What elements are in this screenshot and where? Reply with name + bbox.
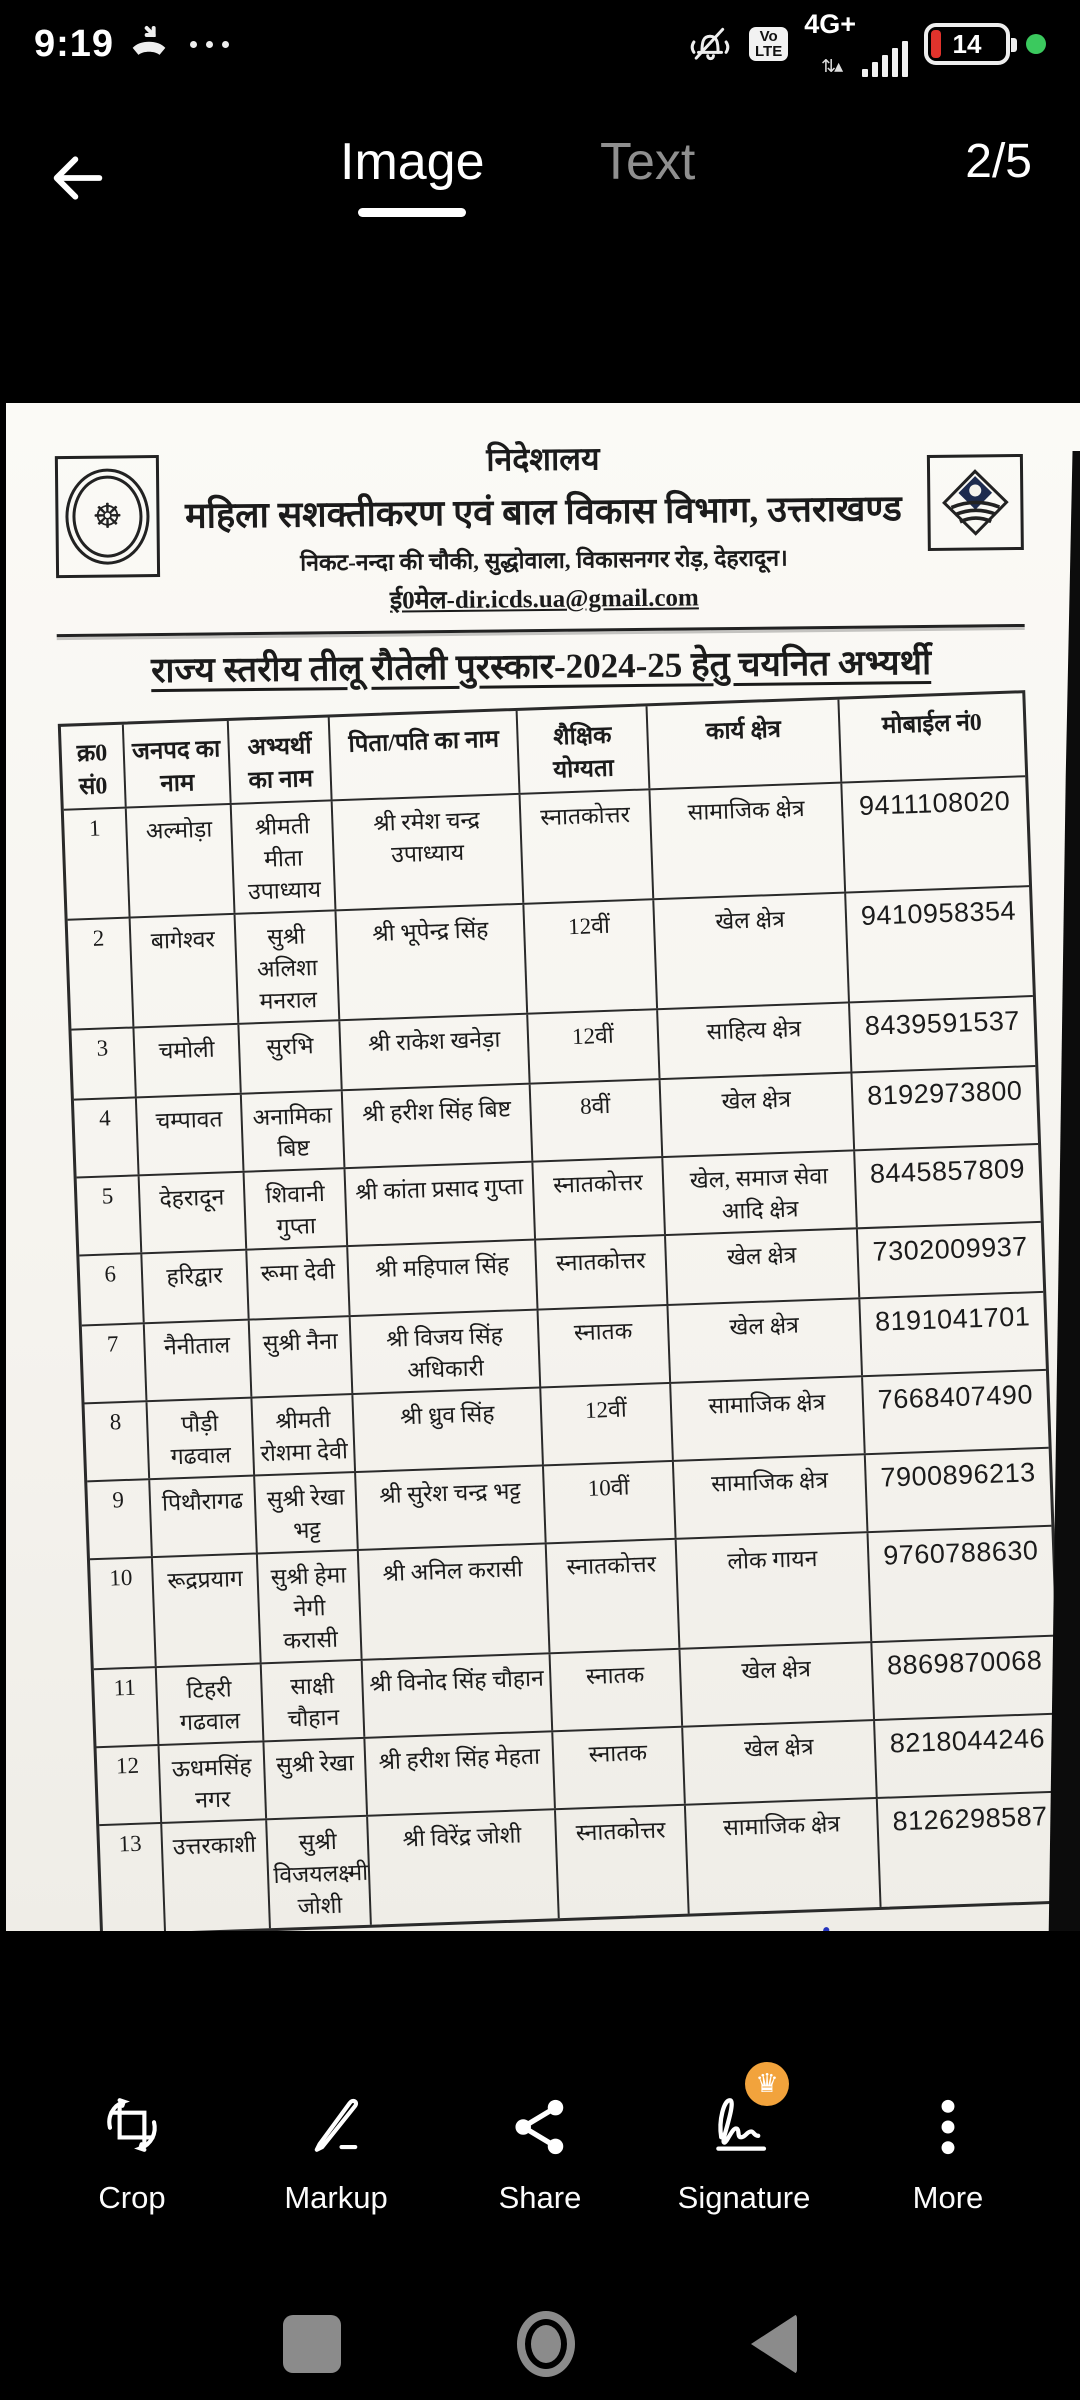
table-cell: खेल, समाज सेवा आदि क्षेत्र [663,1151,858,1234]
table-cell: सुश्री विजयलक्ष्मी जोशी [267,1817,372,1928]
table-cell: पिथौरागढ [150,1476,258,1556]
page-indicator: 2/5 [965,135,1032,188]
tool-label: Crop [98,2180,166,2215]
tool-label: Signature [677,2180,811,2215]
tab-text-label: Text [600,133,696,191]
share-nodes-icon [509,2086,571,2158]
tab-text[interactable] [600,132,695,192]
table-cell: 9410958354 [860,895,1017,932]
table-cell: श्रीमती रोशमा देवी [253,1395,357,1474]
document-image[interactable] [6,403,1080,1931]
table-cell: नैनीताल [144,1321,252,1401]
battery-percent: 14 [952,28,982,59]
tool-label: More [912,2180,984,2215]
table-cell: 6 [79,1254,144,1324]
tab-image[interactable] [340,132,485,217]
markup-button[interactable] [251,2086,421,2216]
table-cell: श्री विजय सिंह अधिकारी [351,1311,541,1394]
table-cell: लोक गायन [676,1533,872,1648]
address-line: निकट-नन्दा की चौकी, सुद्धोवाला, विकासनगर रोड़, देहरादून। [300,545,788,576]
android-nav-bar [0,2288,1080,2400]
table-cell: देहरादून [139,1173,247,1253]
premium-crown-badge: ♛ [745,2062,789,2106]
column-header: अभ्यर्थी का नाम [229,717,333,802]
table-cell: रूमा देवी [248,1247,351,1318]
table-cell: 8439591537 [864,1005,1021,1041]
battery-level-fill [931,30,941,58]
active-tab-underline [358,208,466,217]
table-cell: श्री ध्रुव सिंह [354,1388,544,1471]
table-cell: श्रीमती मीता उपाध्याय [232,801,337,912]
table-cell: चमोली [134,1025,242,1097]
share-button[interactable] [455,2086,625,2216]
table-cell: 7900896213 [880,1457,1037,1493]
table-cell: सामाजिक क्षेत्र [671,1377,866,1460]
back-nav-button[interactable] [751,2314,797,2374]
table-cell: 11 [94,1668,159,1746]
crop-button[interactable] [47,2086,217,2216]
table-cell: सुश्री नैना [250,1317,354,1396]
table-cell: 1 [64,809,130,919]
table-cell: खेल क्षेत्र [683,1721,878,1804]
org-title: निदेशालय [486,440,600,478]
column-header: कार्य क्षेत्र [647,700,842,789]
document-letterhead [55,432,1025,620]
table-cell: सुश्री रेखा [265,1739,369,1818]
column-header: जनपद का नाम [123,721,232,807]
network-type-label: 4G+ [804,9,856,39]
signature-icon [707,2069,781,2158]
tool-label: Share [498,2180,582,2215]
table-cell: 9411108020 [858,785,1011,822]
more-button[interactable] [863,2086,1033,2216]
table-cell: 12वीं [541,1384,673,1464]
privacy-indicator-dot [1026,34,1046,54]
table-cell: 8 [85,1402,150,1480]
battery-nub [1011,38,1017,52]
table-cell: बागेश्वर [130,915,240,1027]
table-cell: साहित्य क्षेत्र [658,1003,853,1078]
table-cell: 12वीं [528,1010,660,1082]
govt-seal-icon: ☸ [55,455,160,578]
table-cell: 8192973800 [866,1075,1023,1111]
table-cell: 8191041701 [874,1301,1031,1337]
status-left [34,21,229,68]
column-header: शैक्षिक योग्यता [518,706,651,792]
recents-button[interactable] [283,2315,341,2373]
table-cell: 10वीं [544,1462,676,1542]
table-cell: खेल क्षेत्र [660,1073,855,1156]
table-cell: 2 [68,919,134,1029]
table-cell: 12 [97,1746,162,1824]
table-cell: खेल क्षेत्र [654,894,850,1009]
status-bar [0,9,1080,76]
state-emblem-icon [927,454,1024,551]
table-cell: स्नातकोत्तर [556,1806,690,1918]
table-cell: 3 [71,1028,136,1098]
table-cell: सुरभि [240,1021,343,1092]
table-cell: स्नातकोत्तर [533,1158,665,1238]
table-cell: 8218044246 [889,1723,1046,1759]
table-cell: श्री हरीश सिंह बिष्ट [343,1085,533,1168]
table-cell: स्नातकोत्तर [536,1236,668,1308]
table-cell: खेल क्षेत्र [666,1229,861,1304]
table-cell: 7302009937 [872,1231,1029,1267]
bottom-toolbar [0,2069,1080,2256]
clock: 9:19 [34,22,115,65]
table-cell: 9 [87,1480,152,1558]
table-cell: श्री रमेश चन्द्र उपाध्याय [333,795,524,909]
table-cell: उत्तरकाशी [162,1820,272,1931]
table-cell: सामाजिक क्षेत्र [686,1799,882,1914]
table-cell: 9760788630 [882,1535,1039,1571]
table-cell: 8869870068 [886,1645,1043,1681]
tab-image-label: Image [340,133,485,191]
table-cell: ऊधमसिंह नगर [159,1742,267,1822]
signal-bars-icon [862,39,908,77]
table-cell: खेल क्षेत्र [680,1643,875,1726]
document-title: राज्य स्तरीय तीलू रौतेली पुरस्कार-2024-25 हेतु चयनित अभ्यर्थी [150,642,932,691]
table-cell: स्नातक [553,1728,685,1808]
column-header: क्र0 सं0 [61,725,126,809]
table-cell: अनामिका बिष्ट [242,1091,346,1170]
missed-call-icon [128,21,170,68]
candidates-table [58,690,1068,1931]
table-cell: स्नातक [538,1306,670,1386]
table-cell: शिवानी गुप्ता [245,1169,349,1248]
table-cell: स्नातक [550,1650,682,1730]
table-cell: सुश्री रेखा भट्ट [255,1473,359,1552]
table-cell: श्री राकेश खनेड़ा [341,1015,531,1090]
table-cell: 4 [74,1098,139,1176]
table-cell: श्री कांता प्रसाद गुप्ता [346,1163,536,1246]
status-right [687,11,1046,77]
table-cell: 5 [77,1176,142,1254]
notifications-muted-bell-icon [687,19,733,70]
signal-strength-icon [804,11,908,77]
signature-button[interactable] [659,2069,829,2216]
email-line: ई0मेल-dir.icds.ua@gmail.com [389,584,699,615]
home-button[interactable] [517,2311,575,2377]
battery-icon [924,23,1010,65]
table-cell: पौड़ी गढवाल [147,1399,255,1479]
column-header: मोबाईल नं0 [881,709,983,740]
table-cell: हरिद्वार [142,1251,250,1323]
crop-rotate-icon [99,2086,165,2158]
volte-icon: Vo LTE [749,27,788,61]
table-cell: 8445857809 [869,1153,1026,1189]
table-cell: सामाजिक क्षेत्र [674,1455,869,1538]
table-cell: 8126298587 [892,1801,1049,1837]
table-cell: श्री विनोद सिंह चौहान [363,1654,553,1737]
table-cell: 8वीं [531,1080,663,1160]
table-cell: सुश्री हेमा नेगी करासी [258,1551,363,1662]
table-cell: श्री सुरेश चन्द्र भट्ट [356,1466,546,1549]
column-header: पिता/पति का नाम [330,711,520,799]
table-cell: श्री अनिल करासी [359,1544,550,1658]
table-cell: चम्पावत [136,1095,244,1175]
table-cell: 10 [90,1558,156,1668]
table-cell: सामाजिक क्षेत्र [650,784,846,899]
table-cell: श्री भूपेन्द्र सिंह [337,905,528,1019]
dept-line: महिला सशक्तीकरण एवं बाल विकास विभाग, उत्तराखण्ड [184,488,902,536]
more-notifications-icon [190,41,229,48]
letterhead-divider [57,624,1025,637]
table-cell: 7 [82,1324,147,1402]
table-cell: श्री विरेंद्र जोशी [368,1810,559,1924]
table-cell: खेल क्षेत्र [668,1299,863,1382]
table-cell: श्री हरीश सिंह मेहता [366,1732,556,1815]
table-cell: अल्मोड़ा [126,805,236,917]
table-cell: 7668407490 [877,1379,1034,1415]
table-cell: श्री महिपाल सिंह [349,1241,539,1316]
more-vertical-dots-icon [923,2086,973,2158]
data-arrows-icon: ⇅▴ [821,56,842,76]
pencil-markup-icon [303,2086,369,2158]
table-cell: स्नातकोत्तर [547,1540,681,1652]
table-cell: 13 [99,1824,165,1931]
app-header [0,118,1080,248]
table-cell: रूद्रप्रयाग [152,1554,262,1666]
table-cell: टिहरी गढवाल [156,1664,264,1744]
tool-label: Markup [284,2180,388,2215]
table-cell: सुश्री अलिशा मनराल [236,911,341,1022]
document-content [55,432,1049,1931]
back-button[interactable] [46,146,110,210]
table-cell: 12वीं [524,900,658,1012]
table-cell: साक्षी चौहान [262,1661,366,1740]
table-cell: स्नातकोत्तर [520,790,654,902]
table-body [64,777,1065,1931]
